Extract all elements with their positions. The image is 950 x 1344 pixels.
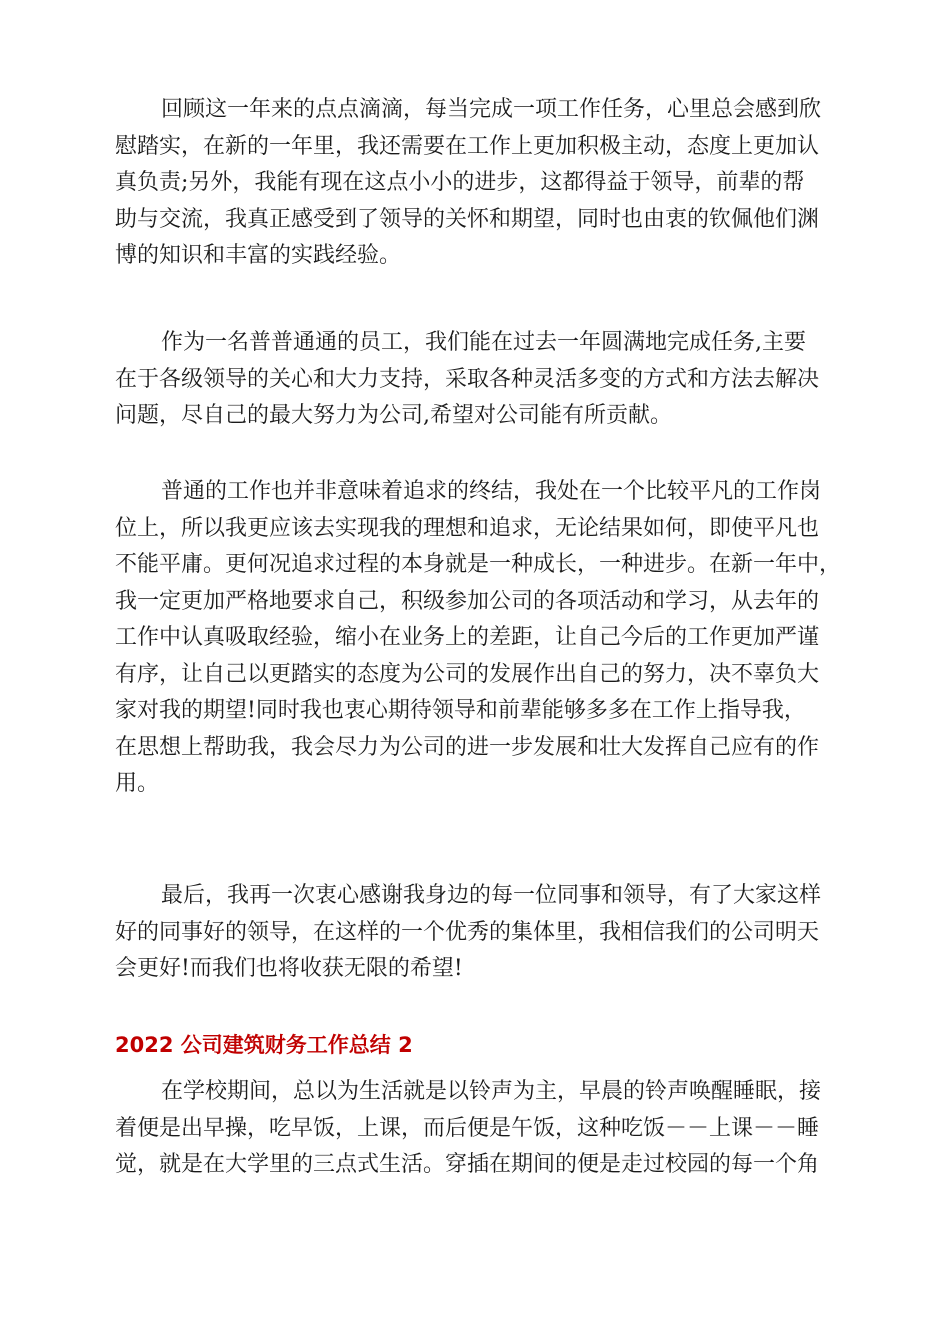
text-line: 在学校期间，总以为生活就是以铃声为主，早晨的铃声唤醒睡眠，接 [161,1079,822,1104]
section-heading: 2022 公司建筑财务工作总结 2 [115,1033,413,1057]
text-line: 着便是出早操，吃早饭，上课，而后便是午饭，这种吃饭－－上课－－睡 [115,1115,820,1141]
text-line: 慰踏实，在新的一年里，我还需要在工作上更加积极主动，态度上更加认 [115,133,820,159]
paragraph-3 [115,474,842,803]
paragraph-4 [115,878,835,988]
text-line: 觉，就是在大学里的三点式生活。穿插在期间的便是走过校园的每一个角 [115,1152,820,1177]
text-line: 普通的工作也并非意味着追求的终结，我处在一个比较平凡的工作岗 [161,479,822,504]
paragraph-2 [115,325,835,435]
text-line: 家对我的期望!同时我也衷心期待领导和前辈能够多多在工作上指导我， [115,698,806,723]
text-line: 我一定更加严格地要求自己，积级参加公司的各项活动和学习，从去年的 [115,588,820,614]
text-line: 位上，所以我更应该去实现我的理想和追求，无论结果如何，即使平凡也 [115,515,820,541]
paragraph-5 [115,1074,835,1184]
text-line: 不能平庸。更何况追求过程的本身就是一种成长，一种进步。在新一年中， [115,552,842,577]
text-line: 在于各级领导的关心和大力支持，采取各种灵活多变的方式和方法去解决 [115,366,820,392]
text-line: 回顾这一年来的点点滴滴，每当完成一项工作任务，心里总会感到欣 [161,97,822,122]
text-line: 作为一名普普通通的员工，我们能在过去一年圆满地完成任务,主要 [161,330,806,355]
text-line: 问题，尽自己的最大努力为公司,希望对公司能有所贡献。 [115,403,672,428]
text-line: 助与交流，我真正感受到了领导的关怀和期望，同时也由衷的钦佩他们渊 [115,206,820,232]
text-line: 好的同事好的领导，在这样的一个优秀的集体里，我相信我们的公司明天 [115,919,820,945]
text-line: 最后，我再一次衷心感谢我身边的每一位同事和领导，有了大家这样 [161,883,822,908]
paragraph-1 [115,92,835,275]
text-line: 真负责;另外，我能有现在这点小小的进步，这都得益于领导，前辈的帮 [115,170,805,195]
text-line: 工作中认真吸取经验，缩小在业务上的差距，让自己今后的工作更加严谨 [115,625,820,650]
text-line: 用。 [115,771,160,796]
text-line: 博的知识和丰富的实践经验。 [115,243,402,268]
text-line: 在思想上帮助我，我会尽力为公司的进一步发展和壮大发挥自己应有的作 [115,734,820,760]
text-line: 有序，让自己以更踏实的态度为公司的发展作出自己的努力，决不辜负大 [115,661,820,687]
text-line: 会更好!而我们也将收获无限的希望! [115,956,463,981]
